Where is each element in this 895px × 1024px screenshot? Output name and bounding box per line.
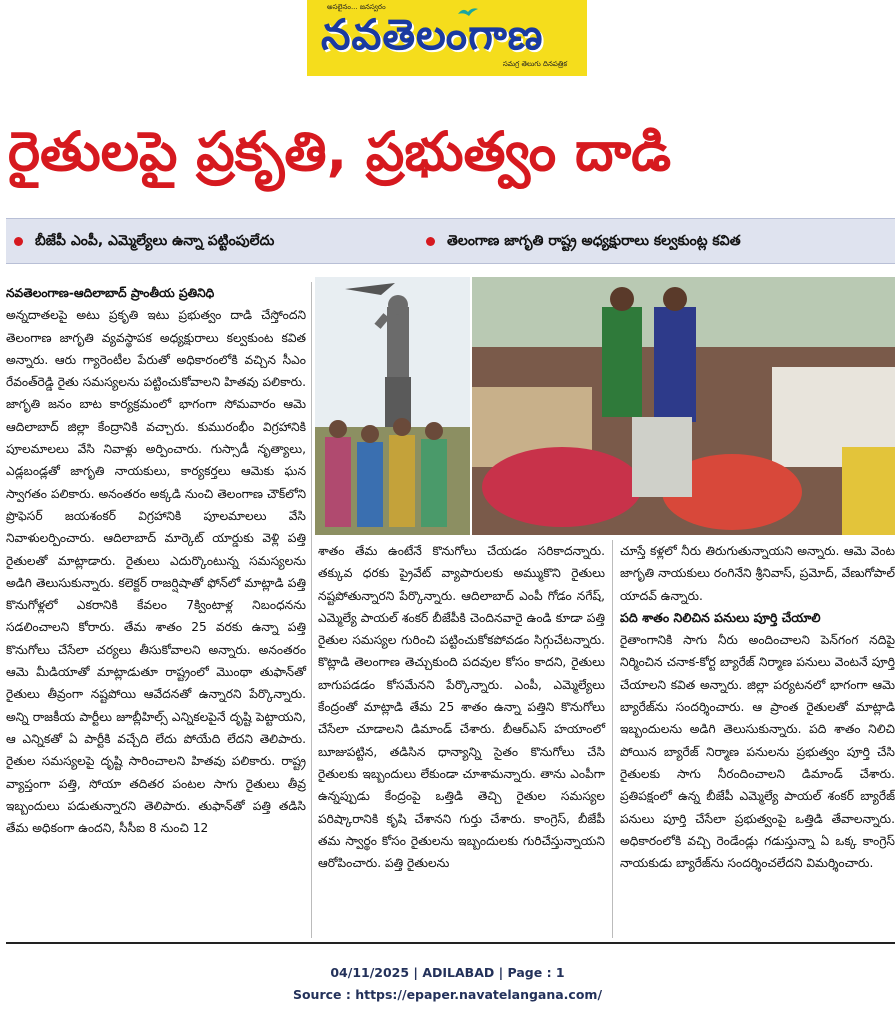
section-subhead: పది శాతం నిలిచిన పనులు పూర్తి చేయాలి	[620, 609, 821, 625]
masthead-brand: నవతెలంగాణ	[321, 10, 544, 59]
bullet-icon	[14, 237, 23, 246]
article-paragraph: రైతాంగానికి సాగు నీరు అందించాలని పెన్‌గంగ నదిపై నిర్మించిన చనాక-కోర్ట బ్యారేజ్ నిర్మాణ పనులు వెంటనే పూర్తి చేయాలని కవిత అన్నారు. జిల్లా పర్యటనలో భాగంగా ఆమె బ్యారేజ్‌ను సందర్శించారు. ఆ ప్రాంత రైతులతో మాట్లాడి ఇబ్బందులను అడిగి తెలుసుకున్నారు. పది శాతం నిలిచి పోయిన బ్యారేజ్ నిర్మాణ పనులను ప్రభుత్వం పూర్తి చేసి రైతులకు సాగు నీరందించాలని డిమాండ్ చేశారు. ప్రతిపక్షంలో ఉన్న బీజేపీ ఎమ్మెల్యే పాయల్ శంకర్ బ్యారేజ్ పనులు పూర్తి చేసేలా ప్రభుత్వంపై ఒత్తిడి తేవాలన్నారు. అధికారంలోకి వచ్చి రెండేండ్లు గడుస్తున్నా ఏ ఒక్క కాంగ్రెస్ నాయకుడు బ్యారేజ్‌ను సందర్శించలేదని విమర్శించారు.	[620, 633, 895, 871]
article-paragraph: శాతం తేమ ఉంటేనే కొనుగోలు చేయడం సరికాదన్నారు. తక్కువ ధరకు ప్రైవేట్ వ్యాపారులకు అమ్ముకొని రైతులు నష్టపోతున్నారని పేర్కొన్నారు. ఆదిలాబాద్ ఎంపీ గోడం నగేష్, ఎమ్మెల్యే పాయల్ శంకర్ బీజేపీకి చెందినవారై ఉండి కూడా పత్తి రైతుల సమస్యల గురించి పట్టించుకోకపోవడం సిగ్గుచేటన్నారు. కొట్లాడి తెలంగాణ తెచ్చుకుంది పదవుల కోసం కాదని, రైతులు బాగుపడడం కోసమేనని పేర్కొన్నారు. ఎంపీ, ఎమ్మెల్యేలు కేంద్రంతో మాట్లాడి తేమ 25 శాతం ఉన్నా పత్తిని కొనుగోలు చేసేలా చూడాలని డిమాండ్ చేశారు. బీఆర్ఎస్ హయాంలో బూజుపట్టిన, తడిసిన ధాన్యాన్ని సైతం కొనుగోలు చేసి రైతులకు ఇబ్బందులు లేకుండా చూశామన్నారు. తాను ఎంపీగా ఉన్నప్పుడు కేంద్రంపై ఒత్తిడి తెచ్చి రైతుల సమస్యల పరిష్కారానికి కృషి చేశానని గుర్తు చేశారు. కాంగ్రెస్, బీజేపీ తమ స్వార్థం కోసం రైతులను ఇబ్బందులకు గురిచేస్తున్నాయని ఆరోపించారు. పత్తి రైతులను	[318, 544, 605, 871]
article-paragraph: అన్నదాతలపై అటు ప్రకృతి ఇటు ప్రభుత్వం దాడి చేస్తోందని తెలంగాణ జాగృతి వ్యవస్థాపక అధ్యక్షురాలు కల్వకుంట కవిత అన్నారు. ఆరు గ్యారెంటీల పేరుతో అధికారంలోకి వచ్చిన సీఎం రేవంత్‌రెడ్డి రైతు సమస్యలను పట్టించుకోవాలని హితవు పలికారు. జాగృతి జనం బాట కార్యక్రమంలో భాగంగా సోమవారం ఆమె ఆదిలాబాద్ జిల్లా కేంద్రానికి వచ్చారు. కుమురంభీం విగ్రహానికి పూలమాలలు వేసి నివాళ్లు అర్పించారు. గుస్సాడీ నృత్యాలు, ఎడ్లబండ్లతో జాగృతి నాయకులు, కార్యకర్తలు ఆమెకు ఘన స్వాగతం పలికారు. అనంతరం అక్కడి నుంచి తెలంగాణ చౌక్‌లోని ప్రొఫెసర్ జయశంకర్ విగ్రహానికి పూలమాలలు వేసి నివాళులర్పించారు. ఆదిలాబాద్ మార్కెట్ యార్డుకు వెళ్లి పత్తి రైతులతో మాట్లాడారు. రైతులు ఎదుర్కొంటున్న సమస్యలను అడిగి తెలుసుకున్నారు. కలెక్టర్ రాజర్షిషాతో ఫోన్‌లో మాట్లాడి పత్తి కొనుగోళ్లలో ఎకరానికి కేవలం 7క్వింటాళ్ల నిబంధనను సడలించాలని కోరారు. తేమ శాతం 25 వరకు ఉన్నా పత్తి కొనుగోలు చేసేలా చర్యలు తీసుకోవాలని అన్నారు. అనంతరం ఆమె మీడియాతో మాట్లాడుతూ రాష్ట్రంలో మొంథా తుఫాన్‌తో రైతులు తీవ్రంగా నష్టపోయి ఆవేదనతో ఉన్నారని పేర్కొన్నారు. అన్ని రాజకీయ పార్టీలు జూబ్లీహిల్స్ ఎన్నికలపైనే దృష్టి పెట్టాయని, ఆ ఎన్నికతో ఏ పార్టీకి వచ్చేది లేదు పోయేది లేదని తెలిపారు. రైతుల సమస్యలపై దృష్టి సారించాలని హితవు పలికారు. రాష్ట్ర వ్యాప్తంగా పత్తి, సోయా తదితర పంటల సాగు రైతులు తీవ్ర ఇబ్బందులు పడుతున్నారని తెలిపారు. తుఫాన్‌తో పత్తి తడిసి తేమ అధికంగా ఉందని, సీసీఐ 8 నుంచి 12	[6, 308, 306, 836]
subheadline-left-text: బీజేపీ ఎంపీ, ఎమ్మెల్యేలు ఉన్నా పట్టింపులేదు	[35, 233, 275, 249]
byline: నవతెలంగాణ-ఆదిలాబాద్ ప్రాంతీయ ప్రతినిధి	[6, 286, 215, 300]
article-paragraph: చూస్తే కళ్లలో నీరు తిరుగుతున్నాయని అన్నారు. ఆమె వెంట జాగృతి నాయకులు రంగినేని శ్రీనివాస్, ప్రమోద్, వేణుగోపాల్ యాదవ్ ఉన్నారు.	[620, 544, 895, 603]
article-column-1	[6, 282, 306, 839]
column-divider	[311, 282, 312, 938]
headline: రైతులపై ప్రకృతి, ప్రభుత్వం దాడి	[8, 120, 672, 183]
subheadline-left	[14, 219, 274, 263]
article-column-2	[318, 540, 605, 874]
masthead-tagline-bottom: సమగ్ర తెలుగు దినపత్రిక	[502, 60, 567, 68]
statue-photo-illustration	[315, 277, 470, 535]
subheadline-right	[426, 219, 741, 263]
page-footer	[0, 962, 895, 1006]
column-divider	[612, 540, 613, 938]
footer-source: Source : https://epaper.navatelangana.com/	[292, 987, 603, 1002]
bottom-rule	[6, 942, 895, 944]
subheadline-bar	[6, 218, 895, 264]
article-column-3	[620, 540, 895, 874]
rally-photo-illustration	[472, 277, 895, 535]
footer-date-edition: 04/11/2025 | ADILABAD | Page : 1	[330, 965, 565, 980]
subheadline-right-text: తెలంగాణ జాగృతి రాష్ట్ర అధ్యక్షురాలు కల్వకుంట్ల కవిత	[447, 233, 741, 249]
masthead-logo	[307, 0, 587, 76]
bullock-cart-rally-photo	[472, 277, 895, 535]
bullet-icon	[426, 237, 435, 246]
statue-photo	[315, 277, 470, 535]
masthead-tagline-top: అసలైనం... జనస్వరం	[327, 3, 386, 11]
